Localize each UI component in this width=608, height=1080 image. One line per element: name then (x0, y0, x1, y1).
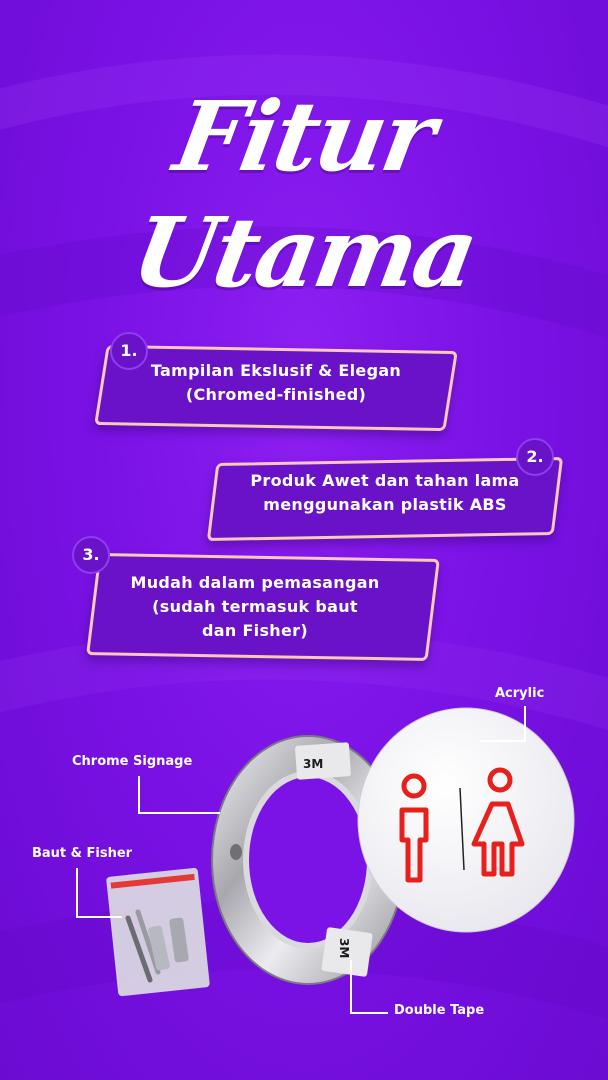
feature-3-number-badge: 3. (72, 536, 110, 574)
feature-3-line-3: dan Fisher) (202, 621, 308, 640)
callout-line-acrylic-h (480, 740, 526, 742)
feature-3-line-2: (sudah termasuk baut (152, 597, 358, 616)
feature-2-line-2: menggunakan plastik ABS (263, 495, 507, 514)
label-baut-fisher: Baut & Fisher (32, 846, 133, 861)
feature-1-line-1: Tampilan Ekslusif & Elegan (150, 361, 402, 380)
title-line-2: Utama (124, 196, 484, 309)
title-line-1: Fitur (166, 80, 442, 193)
feature-1-line-2: (Chromed-finished) (185, 385, 367, 404)
callout-line-baut (76, 868, 78, 916)
callout-line-chrome (138, 776, 140, 812)
tape-brand-top: 3M (303, 757, 324, 771)
callout-line-tape (350, 960, 352, 1012)
screw-bag (106, 868, 210, 997)
tape-brand-bottom: 3M (337, 938, 351, 959)
acrylic-disc (358, 708, 574, 932)
label-chrome-signage: Chrome Signage (72, 754, 193, 769)
callout-line-acrylic (524, 706, 526, 742)
feature-1-number-badge: 1. (110, 332, 148, 370)
label-acrylic: Acrylic (495, 686, 545, 701)
callout-line-tape-h (350, 1012, 388, 1014)
feature-3-line-1: Mudah dalam pemasangan (130, 573, 380, 592)
callout-line-chrome-h (138, 812, 220, 814)
label-double-tape: Double Tape (394, 1003, 485, 1018)
feature-2-line-1: Produk Awet dan tahan lama (250, 471, 520, 490)
feature-2-number-badge: 2. (516, 438, 554, 476)
callout-line-baut-h (76, 916, 122, 918)
